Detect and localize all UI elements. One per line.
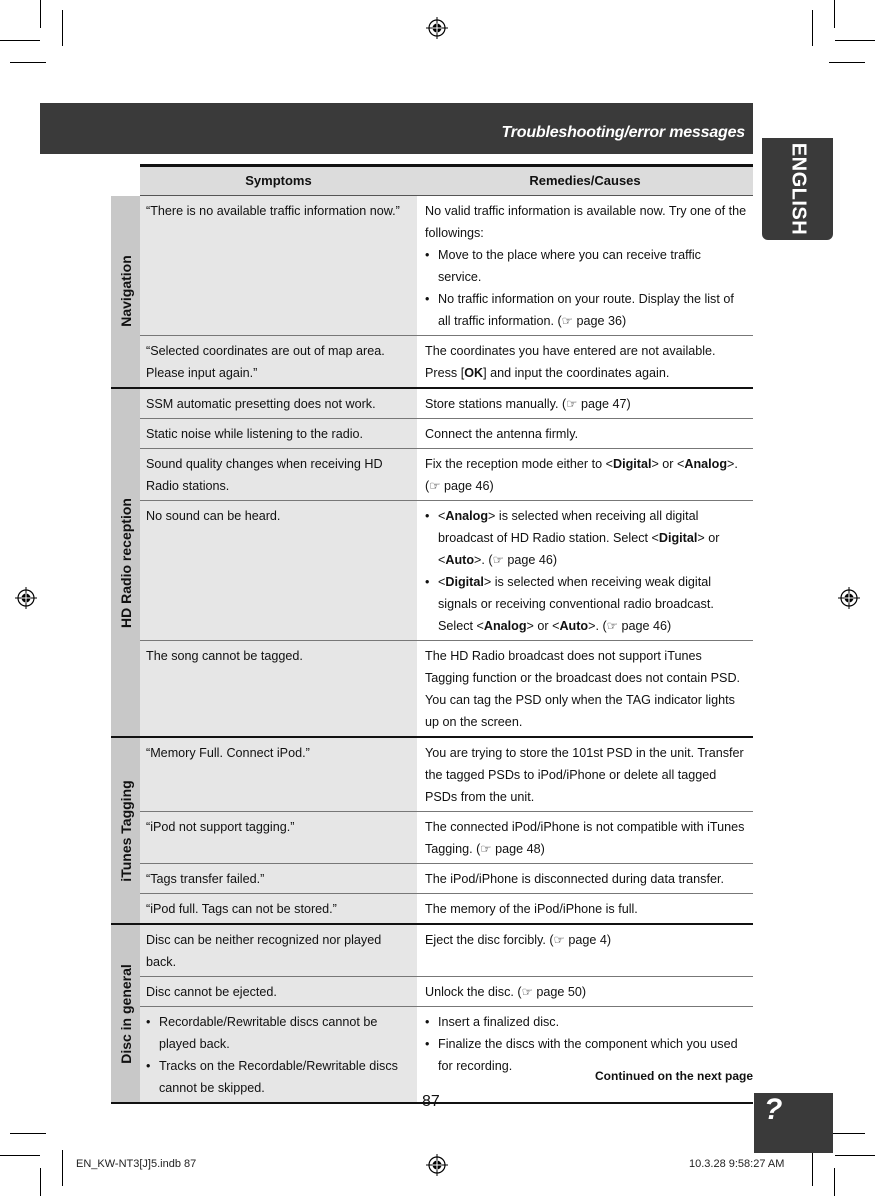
remedy-bullet: • Move to the place where you can receive traffic service. [425, 244, 747, 288]
crop-mark [829, 1133, 865, 1134]
remedy-text: > is selected when receiving weak digital signals or receiving conventional radio broadcast. Select < [438, 575, 714, 633]
remedy-text: No valid traffic information is available now. Try one of the followings: [425, 204, 747, 240]
remedy-text: > or < [438, 531, 720, 567]
mode-label: Digital [658, 531, 698, 545]
registration-mark-icon [426, 17, 448, 39]
header-spacer [111, 166, 140, 196]
remedy-text: ] and input the coordinates again. [483, 366, 670, 380]
crop-mark [40, 1168, 41, 1196]
troubleshooting-table [111, 164, 753, 1104]
remedy-text: >. (☞ page 46) [474, 553, 558, 567]
question-mark-icon: ? [764, 1093, 783, 1126]
page-number: 87 [422, 1093, 440, 1110]
table-row [111, 977, 753, 1007]
remedy-bullet-list [425, 505, 747, 637]
symptom-bullet-list [146, 1011, 411, 1099]
mode-label: Analog [483, 619, 527, 633]
crop-mark [835, 1155, 875, 1156]
remedy-text: < [438, 575, 446, 589]
language-tab-label: ENGLISH [787, 142, 809, 236]
remedy-bullet [425, 571, 747, 637]
table-header-row [111, 166, 753, 196]
crop-mark [835, 40, 875, 41]
symptom-cell: “Memory Full. Connect iPod.” [140, 737, 417, 812]
file-info: EN_KW-NT3[J]5.indb 87 [76, 1158, 197, 1170]
symptom-cell: The song cannot be tagged. [140, 641, 417, 738]
remedy-cell: Connect the antenna firmly. [417, 419, 753, 449]
symptom-cell: “Tags transfer failed.” [140, 864, 417, 894]
crop-mark [62, 1150, 63, 1186]
symptom-bullet: • Recordable/Rewritable discs cannot be played back. [146, 1011, 411, 1055]
symptom-cell: “There is no available traffic information now.” [140, 196, 417, 336]
table-row [111, 449, 753, 501]
symptom-cell: “iPod not support tagging.” [140, 812, 417, 864]
remedy-text: >. (☞ page 46) [588, 619, 672, 633]
mode-label: Digital [612, 457, 652, 471]
mode-label: Auto [559, 619, 589, 633]
remedy-cell: The iPod/iPhone is disconnected during data transfer. [417, 864, 753, 894]
crop-mark [40, 0, 41, 28]
mode-label: Digital [445, 575, 484, 589]
remedy-cell: Eject the disc forcibly. (☞ page 4) [417, 924, 753, 977]
remedy-text: >. (☞ page 46) [425, 457, 738, 493]
category-label: HD Radio reception [117, 497, 134, 628]
remedy-text: The coordinates you have entered are not available. Press [ [425, 344, 716, 380]
remedy-text: Fix the reception mode either to < [425, 457, 613, 471]
remedy-cell: Store stations manually. (☞ page 47) [417, 388, 753, 419]
help-tab [754, 1093, 833, 1153]
crop-mark [10, 62, 46, 63]
crop-mark [812, 1150, 813, 1186]
remedy-cell: The HD Radio broadcast does not support iTunes Tagging function or the broadcast does not contain PSD. You can tag the PSD only when the TAG indicator lights up on the screen. [417, 641, 753, 738]
category-cell [111, 924, 140, 1103]
table-row [111, 924, 753, 977]
column-header-symptoms: Symptoms [140, 166, 417, 196]
timestamp: 10.3.28 9:58:27 AM [689, 1158, 785, 1170]
ok-key-label: OK [464, 366, 484, 380]
table-row [111, 388, 753, 419]
crop-mark [0, 1155, 40, 1156]
language-tab [762, 138, 833, 240]
remedy-bullet-list [425, 244, 747, 332]
crop-mark [0, 40, 40, 41]
continued-note: Continued on the next page [595, 1069, 753, 1083]
symptom-bullet: • Tracks on the Recordable/Rewritable discs cannot be skipped. [146, 1055, 411, 1099]
table-row [111, 894, 753, 925]
table-row [111, 1007, 753, 1104]
remedy-cell [417, 196, 753, 336]
crop-mark [834, 0, 835, 28]
table-row [111, 419, 753, 449]
category-cell [111, 737, 140, 924]
remedy-cell: Unlock the disc. (☞ page 50) [417, 977, 753, 1007]
table-row [111, 501, 753, 641]
registration-mark-icon [838, 587, 860, 609]
remedy-cell: The connected iPod/iPhone is not compatible with iTunes Tagging. (☞ page 48) [417, 812, 753, 864]
symptom-cell: “iPod full. Tags can not be stored.” [140, 894, 417, 925]
category-label: Navigation [117, 255, 134, 328]
mode-label: Analog [445, 509, 489, 523]
symptom-cell [140, 1007, 417, 1104]
remedy-cell: You are trying to store the 101st PSD in the unit. Transfer the tagged PSDs to iPod/iPhone or delete all tagged PSDs from the unit. [417, 737, 753, 812]
table-row [111, 641, 753, 738]
mode-label: Auto [445, 553, 475, 567]
remedy-cell [417, 449, 753, 501]
remedy-text: > or < [651, 457, 685, 471]
category-label: Disc in general [117, 963, 134, 1064]
remedy-bullet: • Insert a finalized disc. [425, 1011, 747, 1033]
remedy-bullet-list [425, 1011, 747, 1077]
category-cell [111, 388, 140, 737]
remedy-text: < [438, 509, 446, 523]
symptom-cell: “Selected coordinates are out of map area. Please input again.” [140, 336, 417, 389]
remedy-cell [417, 1007, 753, 1104]
registration-mark-icon [426, 1154, 448, 1176]
symptom-cell: No sound can be heard. [140, 501, 417, 641]
table-row [111, 196, 753, 336]
symptom-cell: Disc can be neither recognized nor played back. [140, 924, 417, 977]
symptom-cell: SSM automatic presetting does not work. [140, 388, 417, 419]
crop-mark [10, 1133, 46, 1134]
symptom-cell: Static noise while listening to the radio. [140, 419, 417, 449]
table-row [111, 737, 753, 812]
category-cell [111, 196, 140, 389]
section-header-bar [40, 103, 753, 154]
remedy-text: > is selected when receiving all digital broadcast of HD Radio station. Select < [438, 509, 699, 545]
category-label: iTunes Tagging [117, 779, 134, 882]
remedy-text: > or < [526, 619, 560, 633]
registration-mark-icon [15, 587, 37, 609]
remedy-cell [417, 501, 753, 641]
crop-mark [812, 10, 813, 46]
column-header-remedies: Remedies/Causes [417, 166, 753, 196]
crop-mark [62, 10, 63, 46]
remedy-bullet: • Finalize the discs with the component which you used for recording. [425, 1033, 747, 1077]
remedy-cell: The memory of the iPod/iPhone is full. [417, 894, 753, 925]
remedy-bullet: • No traffic information on your route. Display the list of all traffic information. (☞ page 36) [425, 288, 747, 332]
section-title: Troubleshooting/error messages [501, 124, 745, 141]
symptom-cell: Sound quality changes when receiving HD Radio stations. [140, 449, 417, 501]
table-row [111, 864, 753, 894]
symptom-cell: Disc cannot be ejected. [140, 977, 417, 1007]
crop-mark [834, 1168, 835, 1196]
table-row [111, 812, 753, 864]
table-row [111, 336, 753, 389]
crop-mark [829, 62, 865, 63]
remedy-bullet [425, 505, 747, 571]
mode-label: Analog [684, 457, 728, 471]
remedy-cell [417, 336, 753, 389]
